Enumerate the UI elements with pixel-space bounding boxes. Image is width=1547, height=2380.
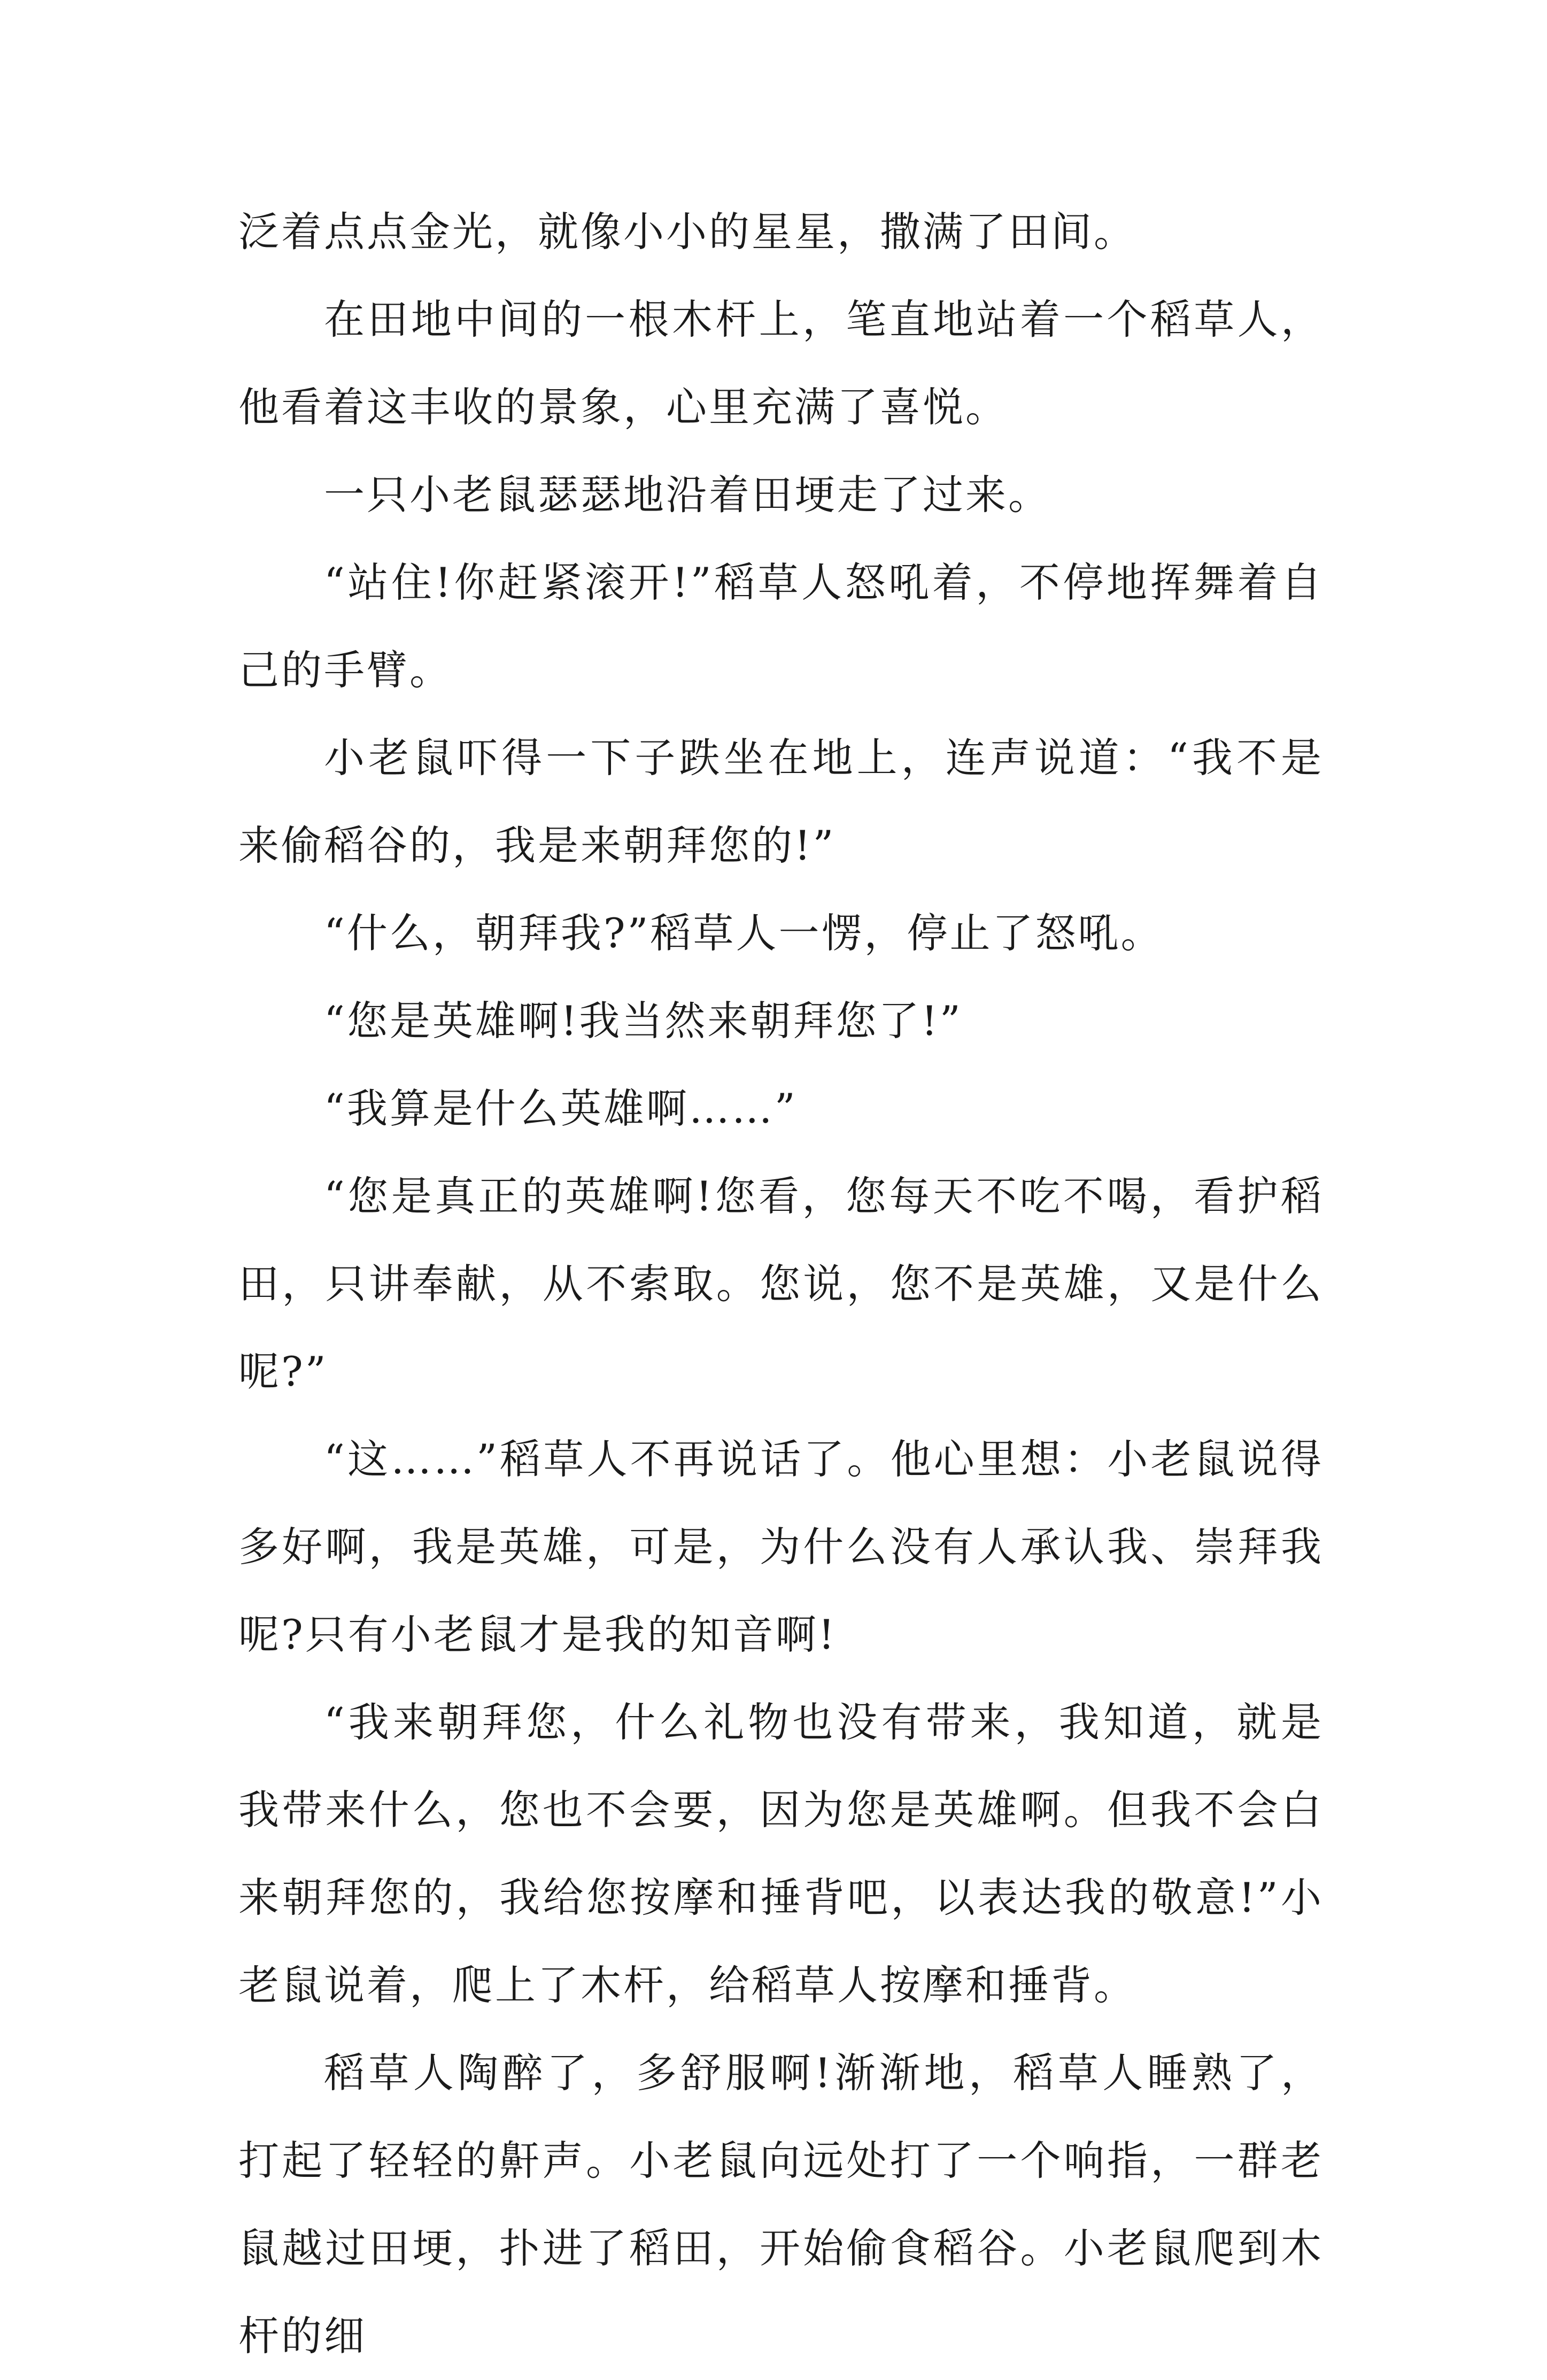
paragraph: 在田地中间的一根木杆上，笔直地站着一个稻草人，他看着这丰收的景象，心里充满了喜悦。 (238, 296, 1324, 431)
paragraph: 泛着点点金光，就像小小的星星，撒满了田间。 (238, 208, 1136, 256)
paragraph: “我算是什么英雄啊……” (324, 1085, 798, 1132)
paragraph: “您是英雄啊!我当然来朝拜您了!” (324, 997, 963, 1045)
paragraph: “我来朝拜您，什么礼物也没有带来，我知道，就是我带来什么，您也不会要，因为您是英雄啊。但我不会白来朝拜您的，我给您按摩和捶背吧，以表达我的敬意!”小老鼠说着，爬上了木杆，给稻草人按摩和捶背。 (238, 1698, 1324, 2009)
paragraph: “这……”稻草人不再说话了。他心里想：小老鼠说得多好啊，我是英雄，可是，为什么没有人承认我、崇拜我呢?只有小老鼠才是我的知音啊! (238, 1435, 1324, 1658)
paragraph: 稻草人陶醉了，多舒服啊!渐渐地，稻草人睡熟了，打起了轻轻的鼾声。小老鼠向远处打了一个响指，一群老鼠越过田埂，扑进了稻田，开始偷食稻谷。小老鼠爬到木杆的细 (238, 2049, 1324, 2360)
paragraph: 一只小老鼠瑟瑟地沿着田埂走了过来。 (324, 471, 1051, 519)
story-text (238, 188, 1324, 2380)
paragraph: “站住!你赶紧滚开!”稻草人怒吼着，不停地挥舞着自己的手臂。 (238, 559, 1324, 694)
paragraph: “您是真正的英雄啊!您看，您每天不吃不喝，看护稻田，只讲奉献，从不索取。您说，您不是英雄，又是什么呢?” (238, 1172, 1324, 1395)
paragraph: 小老鼠吓得一下子跌坐在地上，连声说道：“我不是来偷稻谷的，我是来朝拜您的!” (238, 734, 1324, 869)
paragraph: “什么，朝拜我?”稻草人一愣，停止了怒吼。 (324, 909, 1164, 957)
